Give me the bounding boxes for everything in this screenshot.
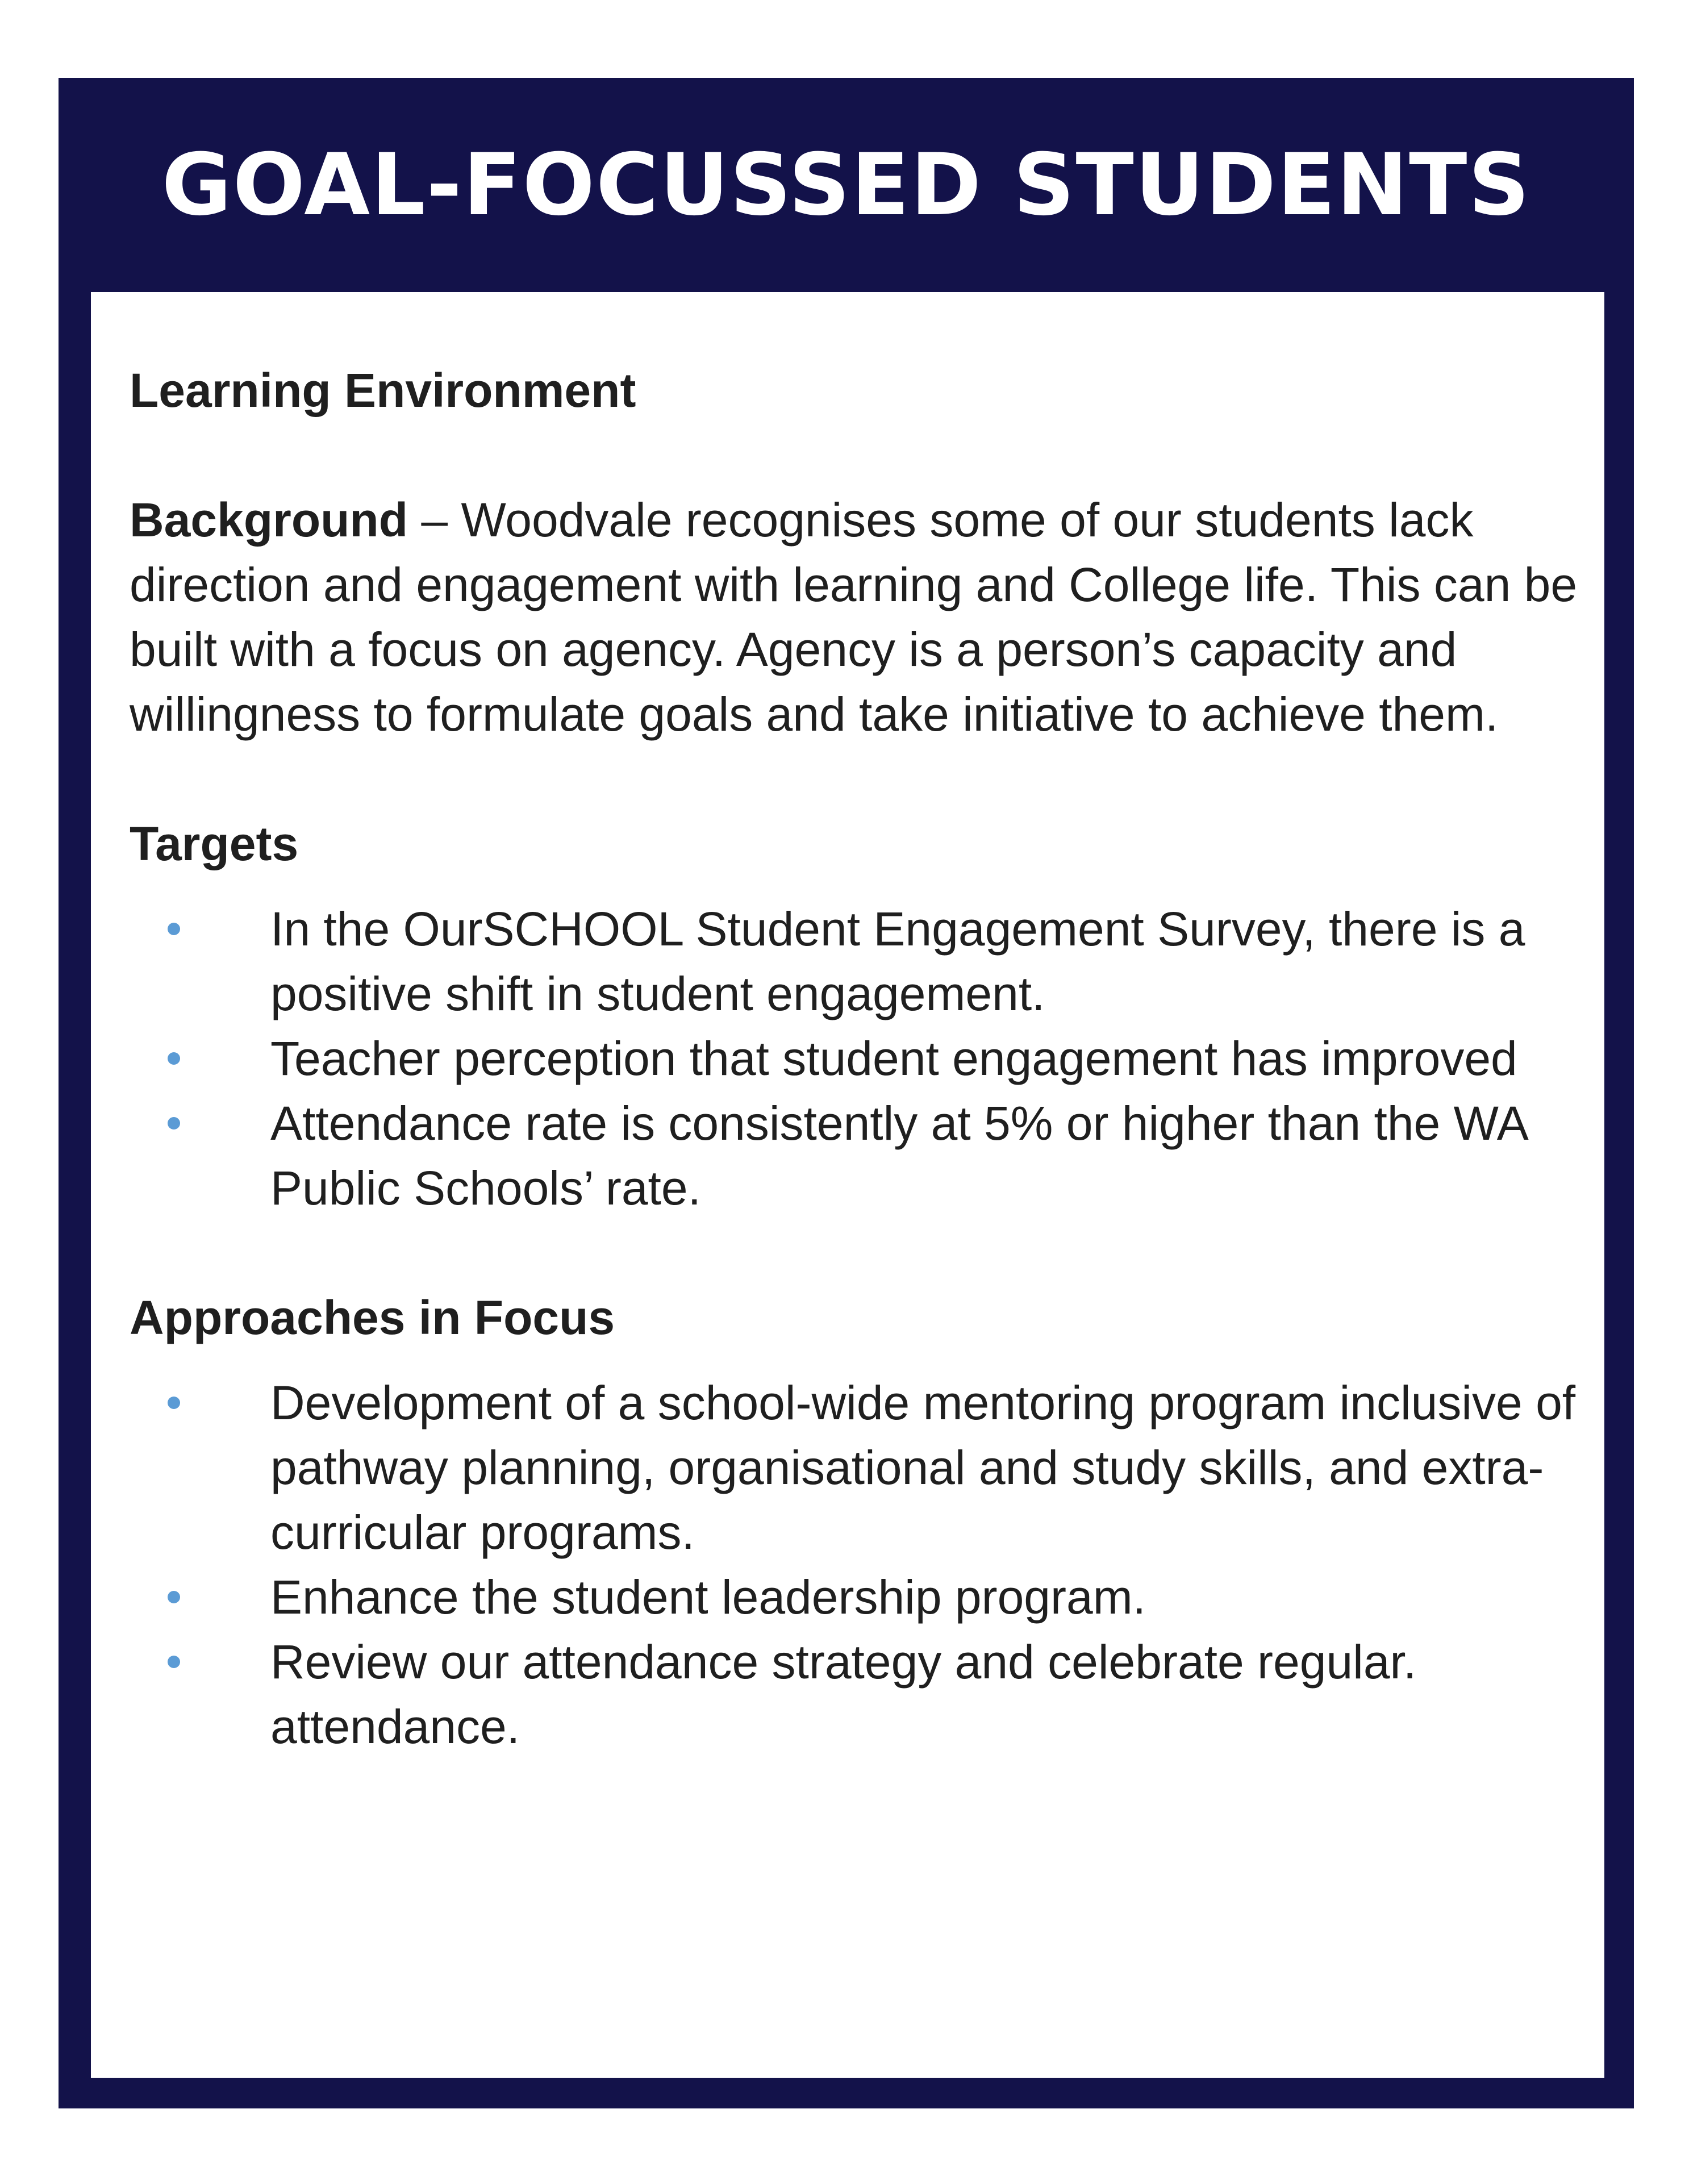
section-heading: Learning Environment — [130, 364, 636, 417]
bullet-icon — [168, 1117, 180, 1129]
card-frame — [59, 78, 1634, 2108]
list-item-text: Review our attendance strategy and celebrate regular. attendance. — [270, 1635, 1417, 1753]
approaches-heading: Approaches in Focus — [130, 1291, 615, 1344]
list-item — [130, 1026, 1584, 1091]
targets-list — [130, 897, 1584, 1220]
bullet-icon — [168, 1397, 180, 1409]
background-label: Background — [130, 493, 408, 547]
bullet-icon — [168, 1656, 180, 1668]
card-content — [130, 292, 1584, 1759]
list-item-text: In the OurSCHOOL Student Engagement Survey, there is a positive shift in student engagement. — [270, 902, 1525, 1020]
bullet-icon — [168, 1052, 180, 1065]
card-panel — [91, 292, 1604, 2078]
background-text: – Woodvale recognises some of our students lack direction and engagement with learning and College life. This can be built with a focus on agency. Agency is a person’s capacity and willingness to formulate goals and take initiative to achieve them. — [130, 493, 1578, 741]
background-paragraph — [130, 487, 1584, 747]
list-item-text: Development of a school-wide mentoring program inclusive of pathway planning, organisational and study skills, and extra-curricular programs. — [270, 1376, 1576, 1559]
bullet-icon — [168, 1591, 180, 1603]
list-item-text: Enhance the student leadership program. — [270, 1570, 1146, 1624]
list-item-text: Teacher perception that student engagement has improved — [270, 1032, 1517, 1085]
targets-heading: Targets — [130, 817, 299, 870]
approaches-list — [130, 1370, 1584, 1759]
list-item — [130, 897, 1584, 1026]
list-item — [130, 1565, 1584, 1629]
bullet-icon — [168, 923, 180, 935]
card-title: GOAL-FOCUSSED STUDENTS — [161, 135, 1531, 235]
list-item-text: Attendance rate is consistently at 5% or higher than the WA Public Schools’ rate. — [270, 1097, 1527, 1215]
list-item — [130, 1370, 1584, 1565]
list-item — [130, 1629, 1584, 1759]
list-item — [130, 1091, 1584, 1220]
